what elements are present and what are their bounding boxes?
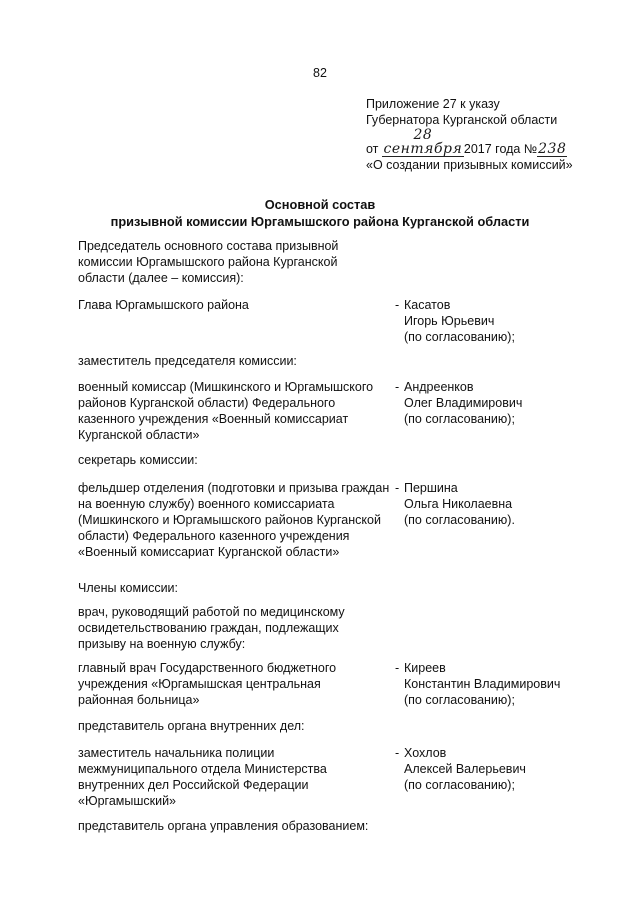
dash: - [395, 746, 400, 760]
member-name-block [397, 379, 597, 427]
member-position: заместитель начальника полиции межмуниципального отдела Министерства внутренних дел Российской Федерации «Юргамышский» [78, 746, 327, 808]
member-name-block [397, 660, 597, 708]
member-given-names: Алексей Валерьевич [404, 762, 526, 776]
section-education: представитель органа управления образованием: [78, 819, 369, 833]
member-name-block [397, 745, 597, 793]
member-note: (по согласованию). [404, 513, 515, 527]
member-name-block [397, 480, 597, 528]
member-position: Глава Юргамышского района [78, 298, 249, 312]
member-given-names: Игорь Юрьевич [404, 314, 495, 328]
member-given-names: Ольга Николаевна [404, 497, 513, 511]
handwritten-number: 238 [538, 141, 567, 157]
member-surname: Киреев [404, 661, 446, 675]
member-given-names: Олег Владимирович [404, 396, 523, 410]
chairman-intro: Председатель основного состава призывной комиссии Юргамышского района Курганской области (далее – комиссия): [78, 239, 339, 285]
section-secretary: секретарь комиссии: [78, 453, 198, 467]
member-note: (по согласованию); [404, 693, 515, 707]
appendix-date-line [366, 128, 573, 157]
dash: - [395, 298, 400, 312]
member-surname: Хохлов [404, 746, 447, 760]
member-surname: Андреенков [404, 380, 474, 394]
section-members: Члены комиссии: [78, 581, 179, 595]
member-position: военный комиссар (Мишкинского и Юргамышского районов Курганской области) Федерального казенного учреждения «Военный комиссариат Курганской области» [78, 380, 374, 442]
appendix-line-1: Приложение 27 к указу [366, 97, 500, 111]
date-suffix: 2017 года № [463, 142, 538, 156]
member-note: (по согласованию); [404, 778, 515, 792]
section-doctor: врач, руководящий работой по медицинскому освидетельствованию граждан, подлежащих призыву на военную службу: [78, 605, 345, 651]
appendix-header [366, 96, 573, 173]
document-title [0, 196, 640, 230]
dash: - [395, 380, 400, 394]
page-number: 82 [313, 66, 327, 80]
member-given-names: Константин Владимирович [404, 677, 561, 691]
member-position: главный врач Государственного бюджетного учреждения «Юргамышская центральная районная больница» [78, 661, 337, 707]
title-line-2: призывной комиссии Юргамышского района Курганской области [110, 214, 530, 229]
dash: - [395, 481, 400, 495]
handwritten-date: 28 сентября [383, 127, 463, 157]
section-police: представитель органа внутренних дел: [78, 719, 305, 733]
member-name-block [397, 297, 597, 345]
date-prefix: от [366, 142, 379, 156]
member-surname: Касатов [404, 298, 451, 312]
member-note: (по согласованию); [404, 412, 515, 426]
appendix-line-2: Губернатора Курганской области [366, 113, 558, 127]
section-deputy: заместитель председателя комиссии: [78, 354, 297, 368]
appendix-line-4: «О создании призывных комиссий» [366, 158, 573, 172]
title-line-1: Основной состав [264, 197, 376, 212]
member-surname: Першина [404, 481, 458, 495]
member-position: фельдшер отделения (подготовки и призыва граждан на военную службу) военного комиссариата (Мишкинского и Юргамышского районов Курганской области) Федерального казенного учреждения «Военный комиссариат Курганской области» [78, 481, 390, 559]
dash: - [395, 661, 400, 675]
member-note: (по согласованию); [404, 330, 515, 344]
